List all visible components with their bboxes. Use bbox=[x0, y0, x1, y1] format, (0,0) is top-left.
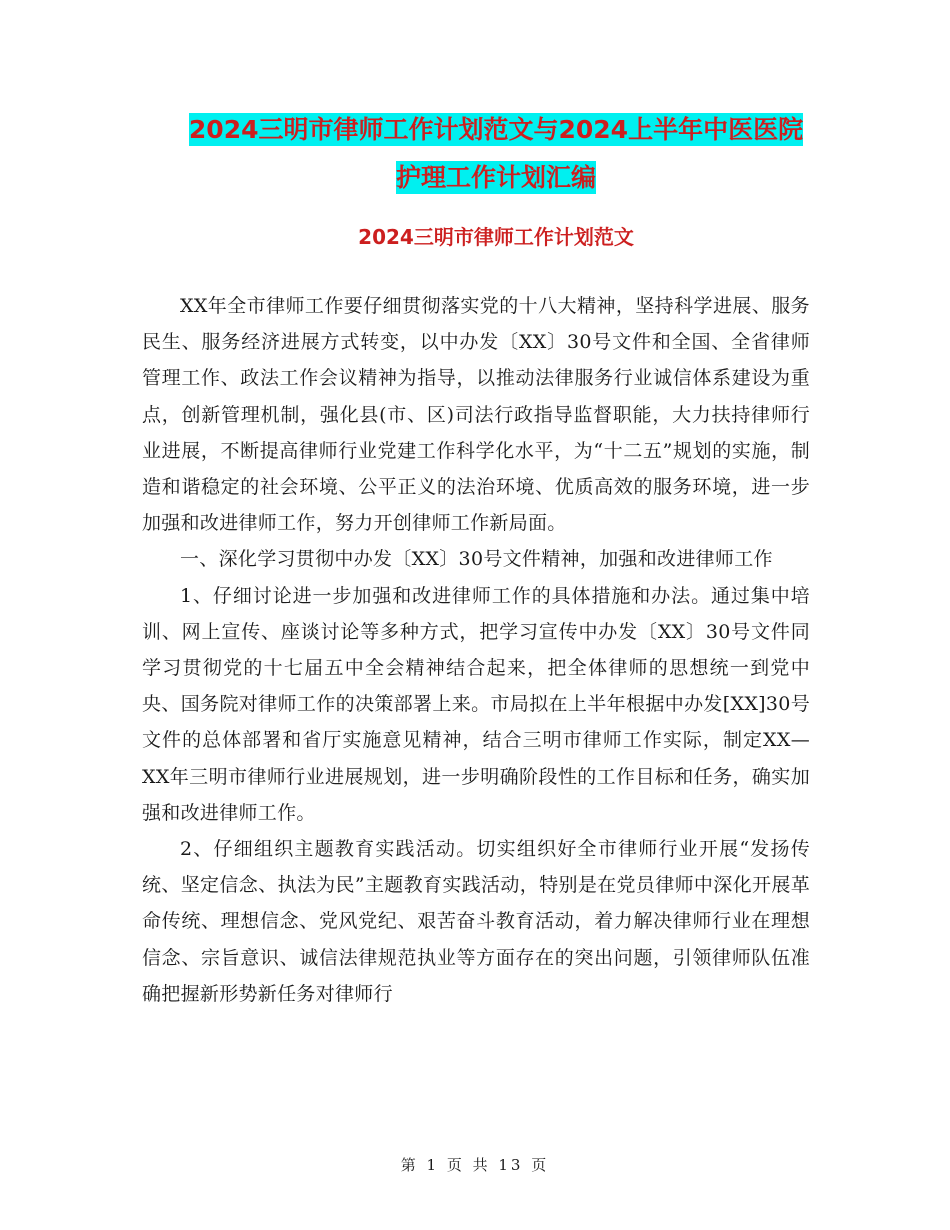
section-title: 2024三明市律师工作计划范文 bbox=[358, 225, 634, 249]
paragraph-item-1: 1、仔细讨论进一步加强和改进律师工作的具体措施和办法。通过集中培训、网上宣传、座谈讨论等多种方式，把学习宣传中办发〔XX〕30号文件同学习贯彻党的十七届五中全会精神结合起来，把全体律师的思想统一到党中央、国务院对律师工作的决策部署上来。市局拟在上半年根据中办发[XX]30号文件的总体部署和省厅实施意见精神，结合三明市律师工作实际，制定XX—XX年三明市律师行业进展规划，进一步明确阶段性的工作目标和任务，确实加强和改进律师工作。 bbox=[142, 584, 810, 824]
paragraph-item-2: 2、仔细组织主题教育实践活动。切实组织好全市律师行业开展“发扬传统、坚定信念、执法为民”主题教育实践活动，特别是在党员律师中深化开展革命传统、理想信念、党风党纪、艰苦奋斗教育活动，着力解决律师行业在理想信念、宗旨意识、诚信法律规范执业等方面存在的突出问题，引领律师队伍准确把握新形势新任务对律师行 bbox=[142, 838, 810, 1005]
paragraph-intro: XX年全市律师工作要仔细贯彻落实党的十八大精神，坚持科学进展、服务民生、服务经济进展方式转变，以中办发〔XX〕30号文件和全国、全省律师管理工作、政法工作会议精神为指导，以推动法律服务行业诚信体系建设为重点，创新管理机制，强化县(市、区)司法行政指导监督职能，大力扶持律师行业进展，不断提高律师行业党建工作科学化水平，为“十二五”规划的实施，制造和谐稳定的社会环境、公平正义的法治环境、优质高效的服务环境，进一步加强和改进律师工作，努力开创律师工作新局面。 bbox=[142, 295, 810, 535]
paragraph-heading-1: 一、深化学习贯彻中办发〔XX〕30号文件精神，加强和改进律师工作 bbox=[180, 548, 773, 571]
page-footer: 第 1 页 共 13 页 bbox=[400, 1156, 550, 1174]
document-body bbox=[142, 288, 810, 1012]
document-title bbox=[140, 106, 852, 202]
title-line-2: 护理工作计划汇编 bbox=[395, 163, 596, 192]
title-line-1: 2024三明市律师工作计划范文与2024上半年中医医院 bbox=[188, 115, 804, 144]
